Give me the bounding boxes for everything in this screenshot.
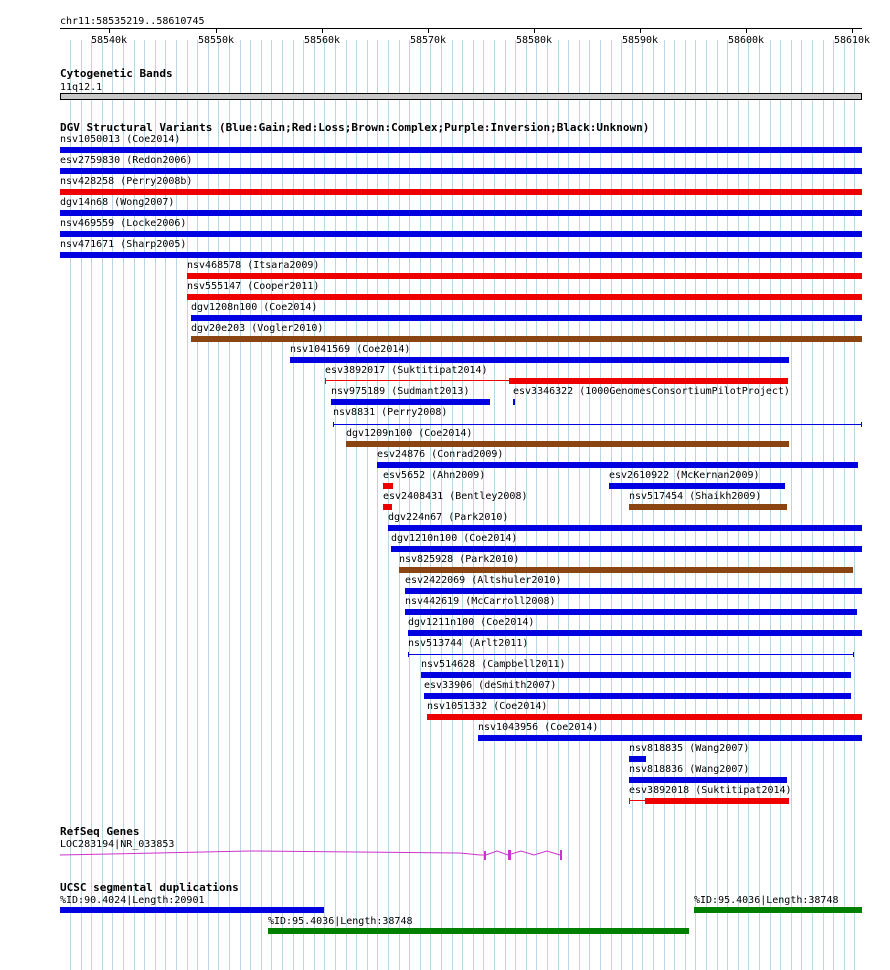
variant-feature[interactable] [377,462,858,468]
variant-label: dgv14n68 (Wong2007) [60,197,175,208]
variant-feature[interactable] [383,504,392,510]
variant-feature[interactable] [645,798,789,804]
variant-label: nsv517454 (Shaikh2009) [629,491,762,502]
variant-label: nsv471671 (Sharp2005) [60,239,187,250]
variant-feature[interactable] [346,441,789,447]
variant-feature[interactable] [609,483,785,489]
variant-label: nsv1043956 (Coe2014) [478,722,599,733]
variant-feature[interactable] [408,654,854,655]
cytoband-label: 11q12.1 [60,82,103,93]
variant-label: dgv1211n100 (Coe2014) [408,617,535,628]
variant-end-tick [333,422,334,427]
ruler-tick-label: 58610k [833,35,871,46]
ruler-tick [216,28,217,33]
variant-label: esv2759830 (Redon2006) [60,155,193,166]
variant-feature[interactable] [399,567,853,573]
variant-label: dgv1208n100 (Coe2014) [191,302,318,313]
location-label: chr11:58535219..58610745 [60,16,205,27]
track-title-refseq-genes: RefSeq Genes [60,825,140,838]
variant-end-tick [629,798,630,804]
variant-feature[interactable] [187,294,862,300]
variant-end-tick [853,652,854,657]
variant-label: nsv469559 (Locke2006) [60,218,187,229]
variant-feature[interactable] [478,735,862,741]
ruler-tick-label: 58590k [621,35,659,46]
track-title-cytogenetic-bands: Cytogenetic Bands [60,67,173,80]
ruler-tick-label: 58570k [409,35,447,46]
variant-feature[interactable] [408,630,862,636]
variant-feature[interactable] [513,399,515,405]
variant-feature-thin[interactable] [629,800,645,801]
variant-feature[interactable] [191,336,862,342]
variant-label: nsv818836 (Wang2007) [629,764,750,775]
variant-feature[interactable] [388,525,862,531]
variant-label: esv3346322 (1000GenomesConsortiumPilotProject) [513,386,790,397]
variant-feature[interactable] [629,504,787,510]
variant-label: esv2408431 (Bentley2008) [383,491,528,502]
variant-feature[interactable] [424,693,851,699]
ruler-axis-line [60,28,862,29]
variant-feature[interactable] [333,424,862,425]
ruler-tick-label: 58600k [727,35,765,46]
variant-label: nsv1050013 (Coe2014) [60,134,181,145]
variant-feature[interactable] [60,210,862,216]
segdup-label: %ID:95.4036|Length:38748 [694,895,839,906]
variant-label: dgv1210n100 (Coe2014) [391,533,518,544]
variant-label: nsv555147 (Cooper2011) [187,281,320,292]
ruler-tick [322,28,323,33]
variant-feature[interactable] [427,714,862,720]
variant-label: dgv20e203 (Vogler2010) [191,323,324,334]
variant-label: dgv224n67 (Park2010) [388,512,509,523]
ruler-tick [640,28,641,33]
variant-feature[interactable] [405,609,857,615]
track-title-dgv: DGV Structural Variants (Blue:Gain;Red:Loss;Brown:Complex;Purple:Inversion;Black:Unknown) [60,121,650,134]
variant-label: dgv1209n100 (Coe2014) [346,428,473,439]
variant-feature[interactable] [60,147,862,153]
ruler-tick [109,28,110,33]
variant-label: nsv1051332 (Coe2014) [427,701,548,712]
cytoband-11q12-1[interactable] [60,93,862,100]
ruler-tick-label: 58560k [303,35,341,46]
variant-label: nsv818835 (Wang2007) [629,743,750,754]
segdup-feature[interactable] [268,928,689,934]
ruler-tick [534,28,535,33]
variant-feature[interactable] [60,168,862,174]
ruler-tick [428,28,429,33]
variant-feature[interactable] [191,315,862,321]
variant-label: nsv825928 (Park2010) [399,554,520,565]
variant-end-tick [325,378,326,384]
ruler-tick-label: 58580k [515,35,553,46]
variant-label: nsv8831 (Perry2008) [333,407,448,418]
variant-label: nsv1041569 (Coe2014) [290,344,411,355]
variant-feature[interactable] [60,189,862,195]
ruler-tick [852,28,853,33]
gene-label: LOC283194|NR_033853 [60,839,175,850]
variant-label: nsv513744 (Arlt2011) [408,638,529,649]
variant-label: nsv514628 (Campbell2011) [421,659,566,670]
variant-feature[interactable] [421,672,851,678]
segdup-label: %ID:95.4036|Length:38748 [268,916,413,927]
variant-feature[interactable] [629,777,787,783]
variant-label: esv24876 (Conrad2009) [377,449,504,460]
variant-feature[interactable] [509,378,788,384]
variant-feature[interactable] [187,273,862,279]
variant-feature[interactable] [391,546,862,552]
variant-label: nsv975189 (Sudmant2013) [331,386,470,397]
variant-label: esv2422069 (Altshuler2010) [405,575,562,586]
segdup-feature[interactable] [60,907,324,913]
variant-feature[interactable] [290,357,789,363]
segdup-label: %ID:90.4024|Length:20901 [60,895,205,906]
variant-label: esv3892018 (Suktitipat2014) [629,785,792,796]
variant-end-tick [408,652,409,657]
variant-label: esv33906 (deSmith2007) [424,680,557,691]
variant-label: nsv442619 (McCarroll2008) [405,596,556,607]
variant-feature[interactable] [60,252,862,258]
ruler-tick [746,28,747,33]
variant-feature[interactable] [60,231,862,237]
variant-feature[interactable] [405,588,862,594]
variant-feature[interactable] [629,756,646,762]
variant-label: esv3892017 (Suktitipat2014) [325,365,488,376]
variant-label: esv5652 (Ahn2009) [383,470,486,481]
variant-feature[interactable] [383,483,393,489]
ruler-tick-label: 58550k [197,35,235,46]
variant-label: esv2610922 (McKernan2009) [609,470,760,481]
variant-feature-thin[interactable] [325,380,509,381]
track-title-segmental-duplications: UCSC segmental duplications [60,881,239,894]
variant-label: nsv428258 (Perry2008b) [60,176,193,187]
segdup-feature[interactable] [694,907,862,913]
ruler-tick-label: 58540k [90,35,128,46]
variant-feature[interactable] [331,399,490,405]
variant-label: nsv468578 (Itsara2009) [187,260,320,271]
variant-end-tick [861,422,862,427]
